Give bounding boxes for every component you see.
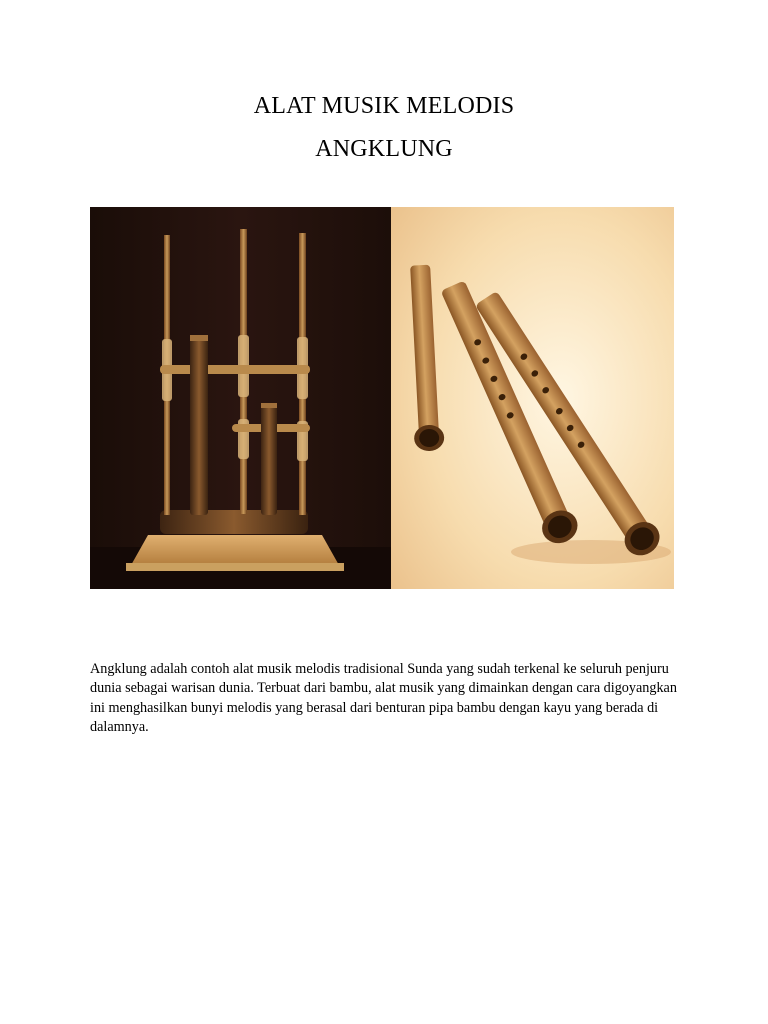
title-line-1: ALAT MUSIK MELODIS (253, 93, 515, 119)
title-line-2: ANGKLUNG (315, 136, 453, 162)
angklung-photo (90, 207, 391, 589)
body-paragraph: Angklung adalah contoh alat musik melodis tradisional Sunda yang sudah terkenal ke seluruh penjuru dunia sebagai warisan dunia. Terbuat dari bambu, alat musik yang dimainkan dengan cara digoyangkan ini menghasilkan bunyi melodis yang berasal dari benturan pipa bambu dengan kayu yang berada di dalamnya. (90, 661, 677, 736)
suling-photo (391, 207, 674, 589)
